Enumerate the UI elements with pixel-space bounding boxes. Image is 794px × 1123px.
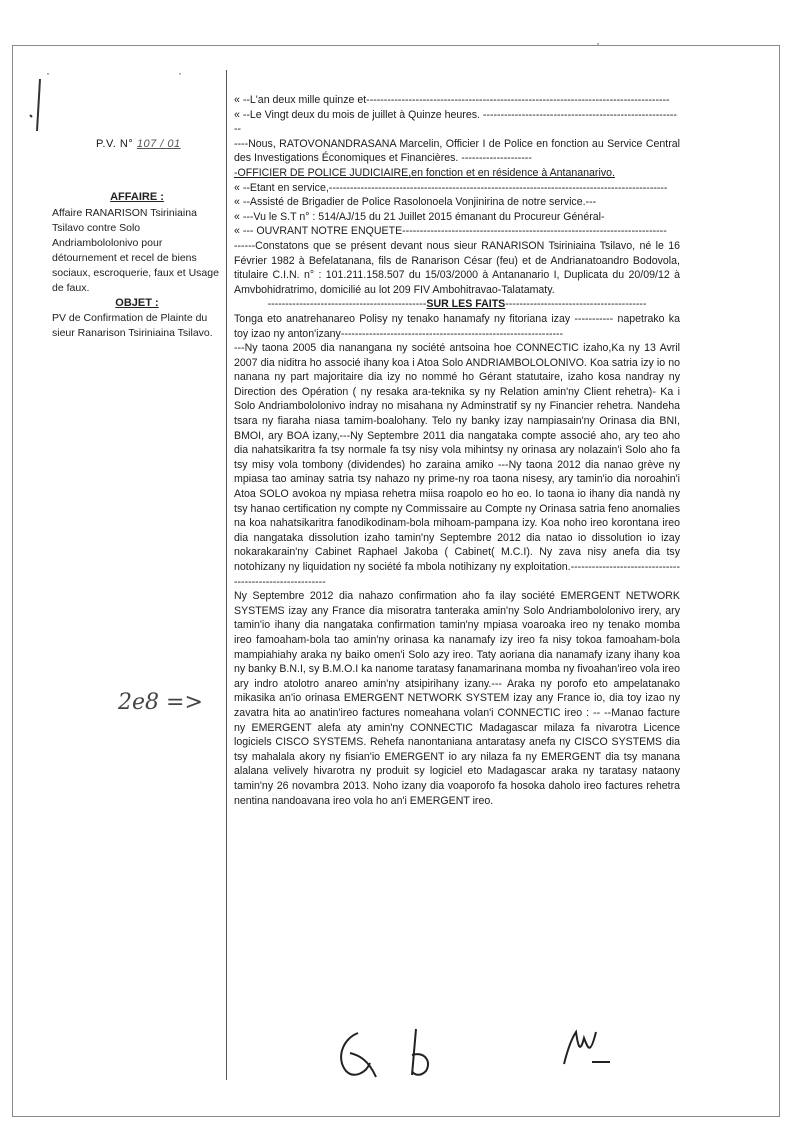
header-line: « --Le Vingt deux du mois de juillet à Quinze heures. --------------------------------------------------------- <box>234 108 677 136</box>
header-line: « ---Vu le S.T n° : 514/AJ/15 du 21 Juillet 2015 émanant du Procureur Général- <box>234 210 605 223</box>
pv-number-value: 107 / 01 <box>136 138 181 150</box>
section-title <box>234 297 680 312</box>
section-title-text: SUR LES FAITS <box>426 298 506 311</box>
left-column <box>52 190 222 341</box>
affaire-text: Affaire RANARISON Tsiriniaina Tsilavo contre Solo Andriambololonivo pour détournement et recel de biens sociaux, escroquerie, faux et Usage de faux. <box>52 207 219 294</box>
header-line: « --L'an deux mille quinze et-------------------------------------------------------------------------------------- <box>234 94 670 106</box>
signature-1 <box>328 1025 388 1085</box>
column-divider <box>226 70 227 1080</box>
header-line: « --Etant en service,------------------------------------------------------------------------------------------------ <box>234 181 668 194</box>
header-line: « --- OUVRANT NOTRE ENQUETE--------------------------------------------------------------------------- <box>234 225 667 238</box>
pv-number <box>96 138 181 150</box>
signature-3 <box>556 1018 616 1078</box>
margin-stroke <box>26 75 46 135</box>
main-text <box>234 93 680 808</box>
affaire-heading: AFFAIRE : <box>110 191 164 203</box>
scan-mark: · <box>178 66 182 80</box>
signature-2 <box>398 1025 448 1085</box>
scan-mark: · <box>596 36 600 50</box>
identity-paragraph: ------Constatons que se présent devant nous sieur RANARISON Tsiriniaina Tsilavo, né le 16 Février 1982 à Befelatanana, fils de Ranarison César (feu) et de Andrianatoandro Bodovola, titulaire C.I.N. n° : 101.211.158.507 du 15/03/2000 à Antananario I, Duplicata du 20/09/12 à Amvbohidratrimo, domicilié au lot 209 FIV Ambohitravao-Talatamaty. <box>234 239 680 296</box>
section-dashes: --------------------------------------------- <box>267 298 427 311</box>
pv-label: P.V. N° <box>96 138 134 150</box>
objet-heading: OBJET : <box>115 297 159 309</box>
body-paragraph: ---Ny taona 2005 dia nanangana ny société antsoina hoe CONNECTIC izaho,Ka ny 13 Avril 2007 dia niditra ho associé ihany koa i Atoa Solo ANDRIAMBOLOLONIVO. Koa satria izy io no nanana ny part majoritaire dia izy no nommé ho Gérant statutaire, izaho kosa nandray ny Direction des Opération ( ny resaka ara-teknika sy ny Relation amin'ny Client rehetra)- Ka i Solo Andriambololonivo indray no misahana ny Adminstratif sy ny Financier rehetra. Nandeha tsara ny fiaraha niasa tamim-boalohany. Telo ny banky izay nampiasain'ny Orinasa dia BNI, BMOI, ary BOA izany,---Ny Septembre 2011 dia nangataka compte associé aho, ary teo aho dia nahatsikaritra fa tsy normale fa tsy nisy vola mihintsy ny orinasa ary nolazain'i Solo aho fa tsy misy vola tombony (dividendes) ho zaraina amiko ---Ny taona 2012 dia nanao grève ny mpiasa tao aminay satria tsy nahazo ny prime-ny roa taona nisesy, ary tamin'io dia noroahin'i Atoa SOLO avokoa ny mpiasa rehetra miisa roapolo eo ho eo. Io taona io ihany dia nandà ny tsy hanao certification ny compte ny Commissaire au Compte ny Orinasa satria feno anomalies na koa nahatsikaritra fanodikodinam-bola mihoam-pampana izy. Koa noho ireo korontana ireo dia nangataka dissolution izaho tamin'ny Septembre 2012 dia natao io dissolution io izay nokarakarain'ny Cabinet Raphael Jakoba ( Cabinet( M.C.I). Ny zava nisy anefa dia tsy notohizany ny liquidation ny société fa mbola notihizany ny exploitation.--------------------------------------------------------- <box>234 342 680 588</box>
scan-mark: · <box>46 66 50 80</box>
body-paragraph: Tonga eto anatrehanareo Polisy ny tenako hanamafy ny fitoriana izay ----------- napetrako ka toy izao ny anton'izany--------------------------------------------------------------- <box>234 312 680 340</box>
objet-text: PV de Confirmation de Plainte du sieur Ranarison Tsiriniaina Tsilavo. <box>52 312 213 339</box>
section-dashes: ---------------------------------------- <box>505 298 647 311</box>
body-paragraph: Ny Septembre 2012 dia nahazo confirmation aho fa ilay société EMERGENT NETWORK SYSTEMS izay any France dia misoratra tanteraka amin'ny Solo Andriambololonivo irery, ary tamin'io ihany dia nangataka confirmation tamin'ny mpiasa voaroaka ireo ny tenako momba ireo famoaham-bola tao amin'ny orinasa ka nanamafy izy ireo fa nisy tokoa famoaham-bola mampiahiahy araka ny baiko omen'i Solo azy ireo. Taty aoriana dia nanamafy izany ihany koa ny banky B.N.I, sy B.M.O.I ka nanome taratasy fanamarinana momba ny fivoahan'ireo vola ireo ary indro atolotro anareo amin'ny atsipirihany izany.--- Araka ny porofo eto ampelatanako mikasika an'io orinasa EMERGENT NETWORK SYSTEM izay any France io, dia toy izao ny zavatra hita ao anatin'ireo factures nomeahana volan'i CONNECTIC ireo : -- --Manao facture ny EMERGENT alefa aty amin'ny CONNECTIC Madagascar milaza fa nivarotra Licence logiciels CISCO SYSTEMS. Rehefa nanontaniana antaratasy anefa ny CISCO SYSTEMS dia tsy mahalala akory ny fisian'io EMERGENT io ary nilaza fa ny EMERGENT dia tsy manana alalana velively hivarotra ny produit sy logiciel eto Madagascar araka ny taratasy nataony tamin'ny 26 novambra 2013. Noho izany dia voaporofo fa hosoka daholo ireo factures rehetra nentina nandoavana ireo vola ho an'i EMERGENT ireo. <box>234 590 680 807</box>
header-line: -OFFICIER DE POLICE JUDICIAIRE,en fonction et en résidence à Antananarivo. <box>234 166 615 179</box>
handwritten-note: 2e8 => <box>118 690 203 715</box>
header-line: ----Nous, RATOVONANDRASANA Marcelin, Officier I de Police en fonction au Service Central des Investigations Économiques et Financières. -------------------- <box>234 137 680 165</box>
header-line: « --Assisté de Brigadier de Police Rasolonoela Vonjinirina de notre service.--- <box>234 196 597 209</box>
